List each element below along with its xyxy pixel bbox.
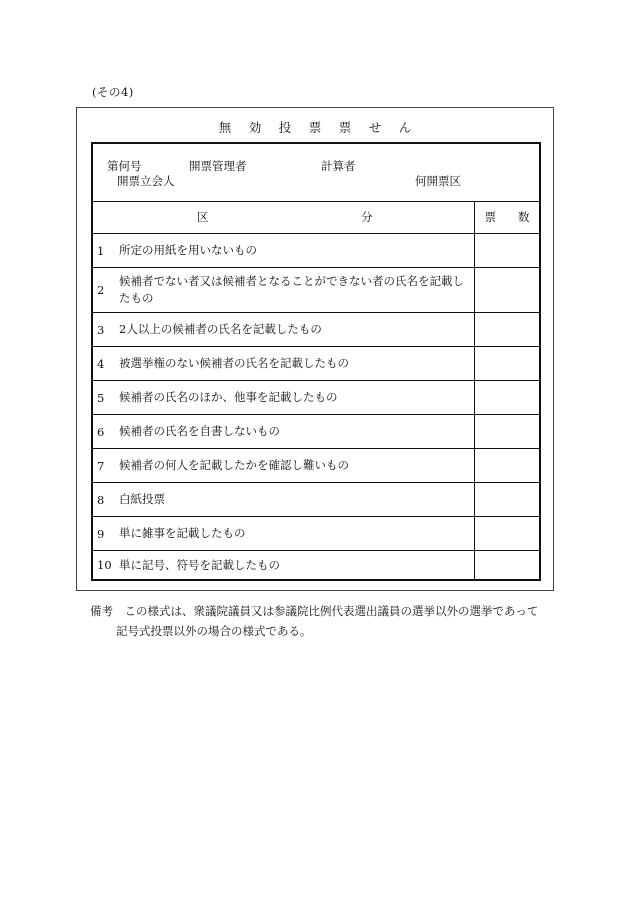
label-nan-kaihyoku: 何開票区 xyxy=(415,174,461,188)
count-cell[interactable] xyxy=(475,483,539,516)
label-dai-nango: 第何号 xyxy=(107,159,142,173)
table-row xyxy=(93,415,539,449)
row-text: 単に記号、符号を記載したもの xyxy=(119,557,280,572)
row-text: 候補者の何人を記載したかを確認し難いもの xyxy=(119,458,349,472)
row-number: 1 xyxy=(97,243,105,258)
table-row xyxy=(93,347,539,381)
row-item xyxy=(93,268,475,312)
remarks-line-1: 備考 この様式は、衆議院議員又は参議院比例代表選出議員の選挙以外の選挙であって xyxy=(90,604,539,618)
row-item xyxy=(93,381,475,414)
count-cell[interactable] xyxy=(475,268,539,312)
count-cell[interactable] xyxy=(475,415,539,448)
row-item xyxy=(93,415,475,448)
table-row xyxy=(93,381,539,415)
table-row xyxy=(93,483,539,517)
row-text: 候補者でない者又は候補者となることができない者の氏名を記載したもの xyxy=(119,274,464,305)
row-item xyxy=(93,347,475,380)
invalid-ballot-table xyxy=(93,201,539,579)
title-char: 票 xyxy=(308,120,322,135)
row-text: 単に雑事を記載したもの xyxy=(119,526,246,540)
column-header-hyosu xyxy=(475,201,539,233)
row-number: 8 xyxy=(97,492,105,507)
title-char: ん xyxy=(398,120,412,135)
column-header-char: 区 xyxy=(197,210,209,224)
table-header-row xyxy=(93,201,539,234)
table-row xyxy=(93,449,539,483)
title-char: 無 xyxy=(218,120,232,135)
form-table-frame xyxy=(91,142,541,581)
row-item xyxy=(93,313,475,346)
row-text: 被選挙権のない候補者の氏名を記載したもの xyxy=(119,356,349,370)
table-row xyxy=(93,313,539,347)
count-cell[interactable] xyxy=(475,449,539,482)
label-kaihyo-kanrisha: 開票管理者 xyxy=(189,159,247,173)
row-number: 6 xyxy=(97,424,105,439)
table-row xyxy=(93,268,539,313)
count-cell[interactable] xyxy=(475,347,539,380)
remarks xyxy=(90,601,560,641)
count-cell[interactable] xyxy=(475,517,539,550)
label-kaihyo-tachiainin: 開票立会人 xyxy=(117,174,175,188)
row-number: 7 xyxy=(97,458,105,473)
count-cell[interactable] xyxy=(475,234,539,267)
table-row xyxy=(93,551,539,579)
row-text: 白紙投票 xyxy=(119,492,165,506)
column-header-kubun xyxy=(93,201,475,233)
row-item xyxy=(93,234,475,267)
row-number: 2 xyxy=(97,283,105,297)
row-text: 所定の用紙を用いないもの xyxy=(119,243,257,257)
count-cell[interactable] xyxy=(475,551,539,579)
count-cell[interactable] xyxy=(475,313,539,346)
remarks-line-2: 記号式投票以外の場合の様式である。 xyxy=(116,624,312,638)
title-char: 票 xyxy=(338,120,352,135)
form-header xyxy=(93,144,539,202)
row-text: 2人以上の候補者の氏名を記載したもの xyxy=(119,322,322,336)
row-number: 3 xyxy=(97,322,105,337)
title-char: 効 xyxy=(248,120,262,135)
column-header-char: 数 xyxy=(518,210,530,224)
label-keisansha: 計算者 xyxy=(321,159,356,173)
table-row xyxy=(93,517,539,551)
table-row xyxy=(93,234,539,268)
row-number: 9 xyxy=(97,526,105,541)
row-text: 候補者の氏名のほか、他事を記載したもの xyxy=(119,390,338,404)
row-item xyxy=(93,517,475,550)
row-number: 10 xyxy=(97,558,112,572)
row-item xyxy=(93,551,475,579)
column-header-char: 票 xyxy=(484,210,496,224)
column-header-char: 分 xyxy=(361,210,373,224)
title-char: 投 xyxy=(278,120,292,135)
invalid-ballot-form xyxy=(76,107,554,591)
row-number: 5 xyxy=(97,390,105,405)
row-item xyxy=(93,483,475,516)
row-number: 4 xyxy=(97,356,105,371)
row-text: 候補者の氏名を自書しないもの xyxy=(119,424,280,438)
form-title xyxy=(77,118,553,136)
row-item xyxy=(93,449,475,482)
count-cell[interactable] xyxy=(475,381,539,414)
title-char: せ xyxy=(368,120,382,135)
form-number: (その4) xyxy=(92,85,134,99)
